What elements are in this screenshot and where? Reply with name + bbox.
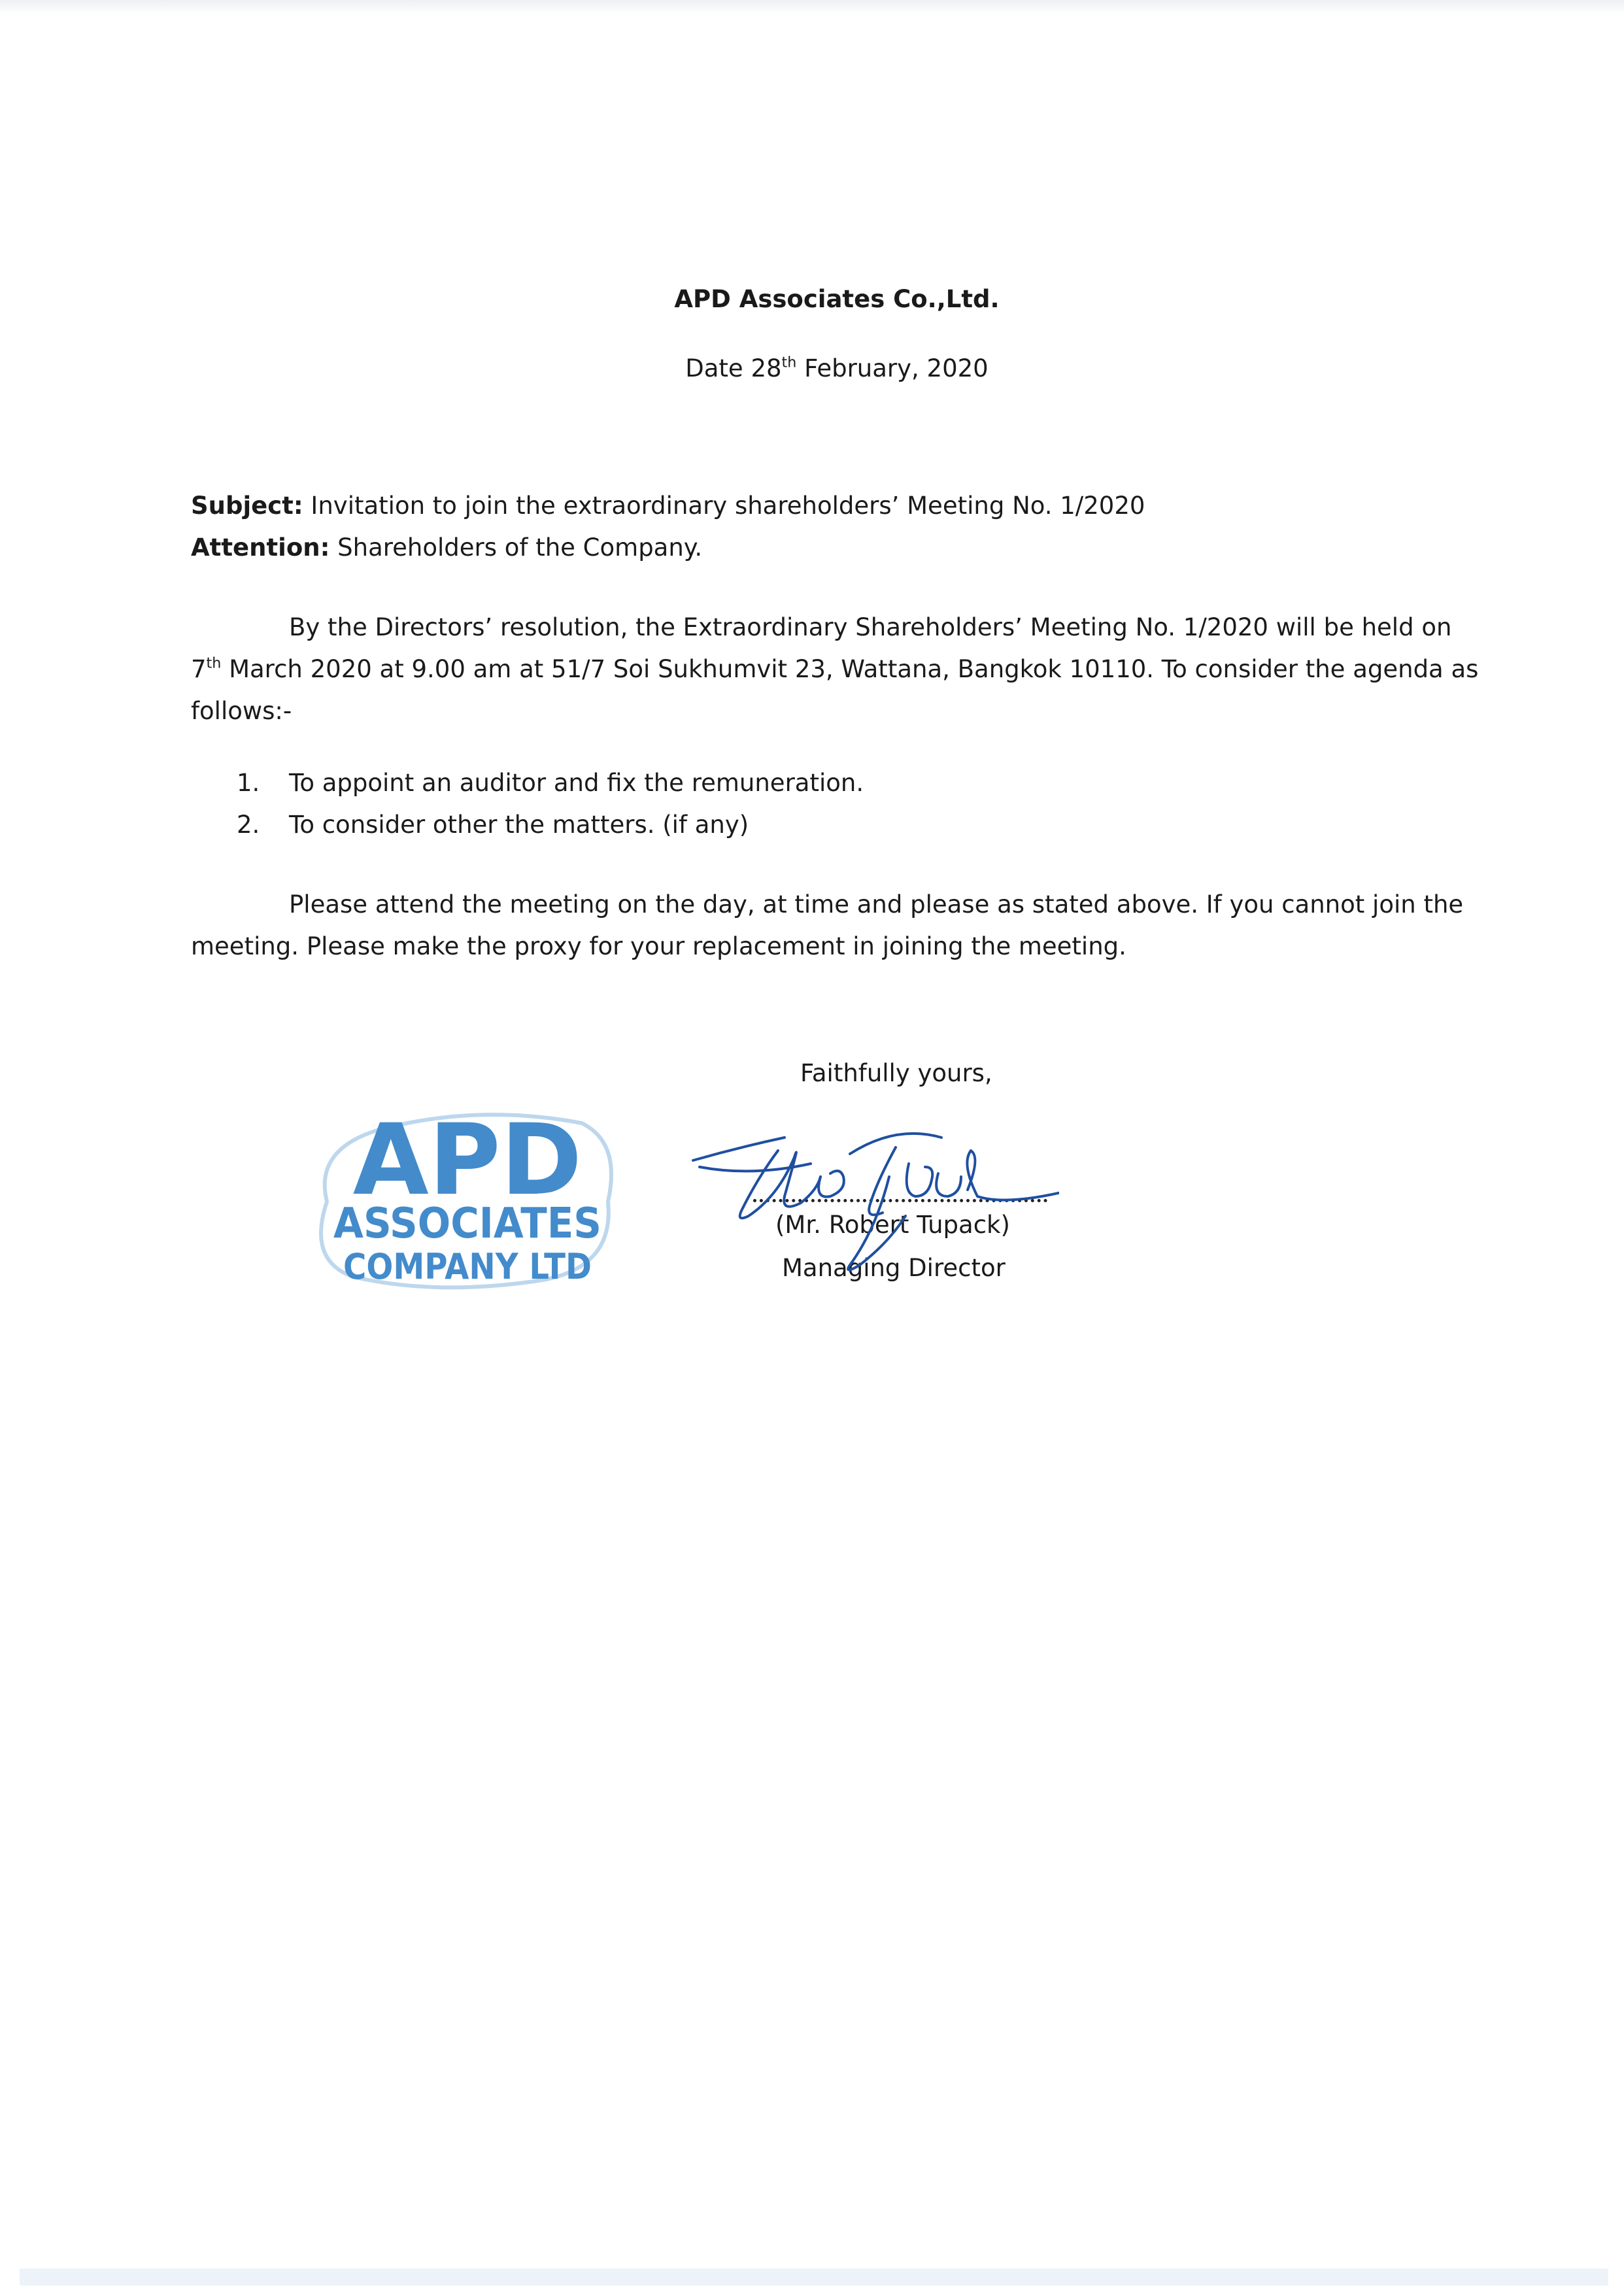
stamp-text-company: COMPANY LTD: [343, 1246, 592, 1287]
subject-text: Invitation to join the extraordinary shareholders’ Meeting No. 1/2020: [303, 492, 1145, 520]
meeting-day: 7: [191, 655, 207, 683]
scan-edge-top: [0, 0, 1624, 14]
stamp-text-associates: ASSOCIATES: [333, 1200, 601, 1248]
scan-edge-bottom: [20, 2269, 1608, 2286]
paragraph1-line2: [191, 649, 1479, 690]
date-suffix-sup: th: [781, 354, 797, 371]
paragraph1-line2-rest: March 2020 at 9.00 am at 51/7 Soi Sukhumvit 23, Wattana, Bangkok 10110. To consider the agenda as: [221, 655, 1479, 683]
paragraph2-line1: Please attend the meeting on the day, at time and please as stated above. If you cannot join the: [289, 890, 1464, 919]
signer-name: (Mr. Robert Tupack): [775, 1211, 1010, 1239]
attention-label: Attention:: [191, 533, 330, 562]
date-rest: February, 2020: [796, 354, 989, 382]
paragraph2-line2: meeting. Please make the proxy for your replacement in joining the meeting.: [191, 932, 1126, 960]
agenda-item-1-number: 1.: [237, 769, 260, 797]
agenda-item-2-text: To consider other the matters. (if any): [289, 811, 749, 839]
attention-text: Shareholders of the Company.: [330, 533, 703, 562]
signer-title: Managing Director: [782, 1254, 1006, 1282]
date-line: [0, 348, 1624, 390]
attention-line: [191, 527, 702, 569]
company-stamp: [307, 1104, 628, 1293]
subject-label: Subject:: [191, 492, 303, 520]
paragraph1-line3: follows:-: [191, 697, 292, 725]
closing-salutation: Faithfully yours,: [800, 1059, 992, 1087]
paragraph1-line1: By the Directors’ resolution, the Extraordinary Shareholders’ Meeting No. 1/2020 will be held on: [289, 613, 1452, 641]
agenda-item-1-text: To appoint an auditor and fix the remuneration.: [289, 769, 864, 797]
stamp-text-apd: APD: [352, 1104, 583, 1217]
subject-line: [191, 485, 1145, 527]
date-prefix: Date 28: [685, 354, 782, 382]
company-title: APD Associates Co.,Ltd.: [674, 285, 1000, 313]
agenda-item-2-number: 2.: [237, 811, 260, 839]
handwritten-signature: [680, 1098, 1059, 1307]
meeting-day-sup: th: [206, 654, 222, 672]
